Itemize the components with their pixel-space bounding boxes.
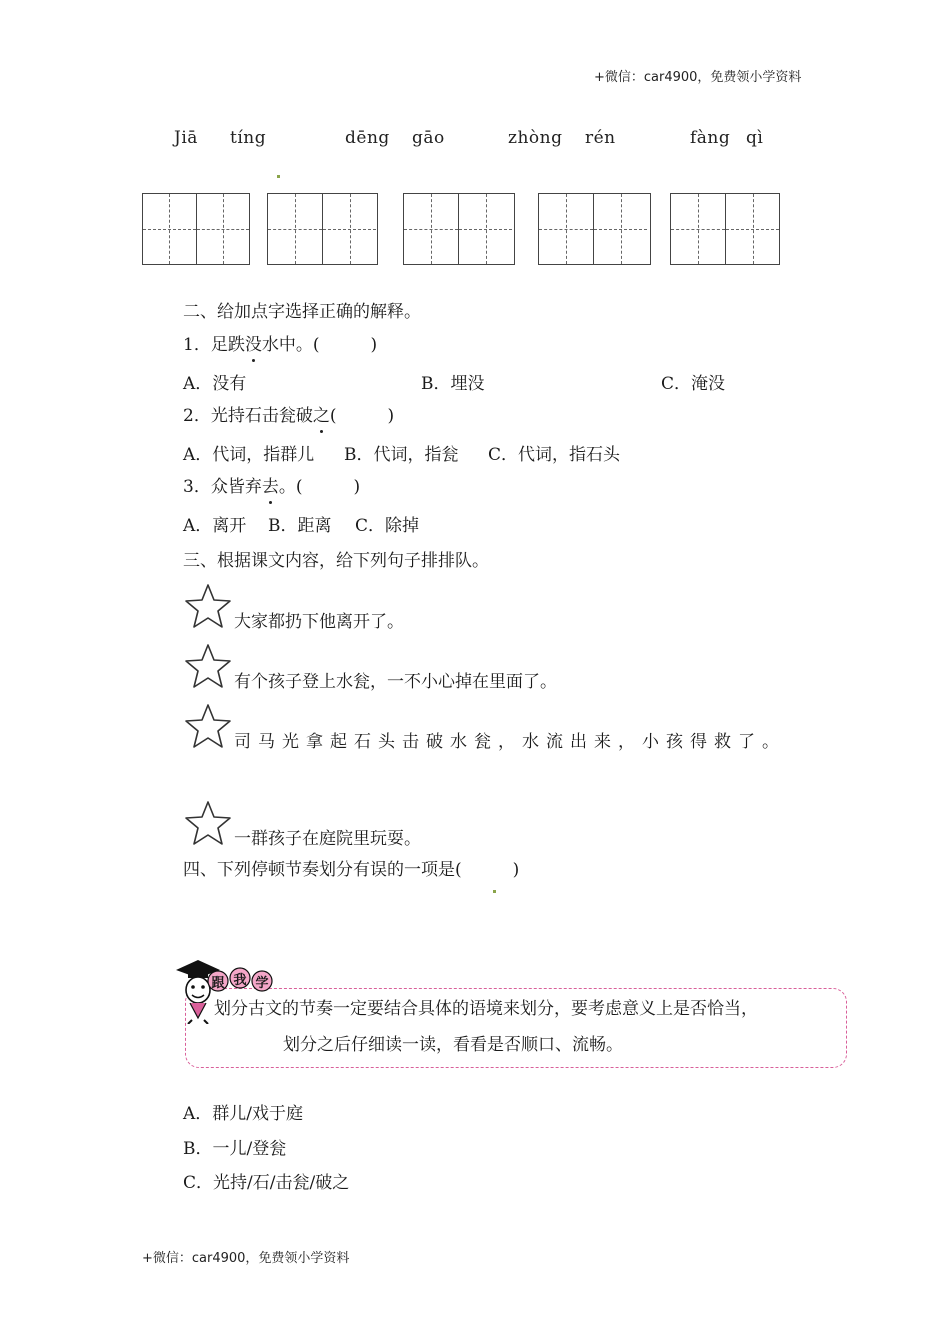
print-speck	[277, 175, 280, 178]
print-speck	[493, 890, 496, 893]
pinyin-gao: gāo	[412, 128, 445, 148]
footer-note: +微信：car4900，免费领小学资料	[142, 1251, 350, 1266]
badge-label: 跟	[211, 976, 225, 991]
star-icon[interactable]	[183, 702, 233, 750]
q2-item1-option-a[interactable]: A．没有	[183, 374, 247, 394]
q3-sentence-1: 大家都扔下他离开了。	[234, 612, 404, 632]
grid-cell	[143, 194, 196, 264]
q2-item3-option-b[interactable]: B．距离	[268, 516, 332, 536]
header-note: +微信：car4900，免费领小学资料	[594, 70, 802, 85]
grid-cell	[404, 194, 458, 264]
q4-option-c[interactable]: C．光持/石/击瓮/破之	[183, 1173, 350, 1193]
q2-item1-stem	[183, 334, 377, 356]
dotted-char: 没	[244, 335, 262, 355]
q3-sentence-4: 一群孩子在庭院里玩耍。	[234, 829, 421, 849]
tip-badge-1	[207, 970, 229, 992]
stem-text: 水中。( )	[261, 335, 378, 355]
stem-text: 2．光持石击瓮破	[183, 406, 313, 426]
q2-item2-option-c[interactable]: C．代词，指石头	[488, 445, 621, 465]
q2-item3-option-a[interactable]: A．离开	[183, 516, 247, 536]
star-icon[interactable]	[183, 799, 233, 847]
grid-cell	[593, 194, 647, 264]
badge-label: 学	[255, 976, 269, 991]
q2-item2-stem	[183, 405, 394, 427]
q2-item2-option-a[interactable]: A．代词，指群儿	[183, 445, 315, 465]
tip-badge-3	[251, 970, 273, 992]
badge-label: 我	[233, 973, 247, 988]
stem-text: ( )	[329, 406, 395, 426]
grid-cell	[725, 194, 779, 264]
pinyin-ren: rén	[585, 128, 616, 148]
dotted-char: 之	[312, 406, 330, 426]
q4-option-a[interactable]: A．群儿/戏于庭	[183, 1104, 304, 1124]
q3-sentence-2: 有个孩子登上水瓮，一不小心掉在里面了。	[234, 672, 557, 692]
q3-title: 三、根据课文内容，给下列句子排排队。	[183, 551, 489, 571]
q2-title: 二、给加点字选择正确的解释。	[183, 302, 421, 322]
grid-cell	[539, 194, 593, 264]
star-icon[interactable]	[183, 582, 233, 630]
q3-sentence-3: 司马光拿起石头击破水瓮，水流出来，小孩得救了。	[234, 732, 786, 752]
stem-text: 。( )	[278, 477, 361, 497]
pinyin-deng: dēng	[345, 128, 390, 148]
dotted-char: 去	[261, 477, 279, 497]
pinyin-jia: Jiā	[174, 128, 198, 148]
q4-option-b[interactable]: B．一儿/登瓮	[183, 1139, 287, 1159]
writing-grid-denggao[interactable]	[267, 193, 378, 265]
tip-line-2: 划分之后仔细读一读，看看是否顺口、流畅。	[283, 1035, 623, 1055]
grid-cell	[458, 194, 512, 264]
q2-item3-option-c[interactable]: C．除掉	[355, 516, 420, 536]
star-icon[interactable]	[183, 642, 233, 690]
pinyin-fang: fàng	[690, 128, 731, 148]
q2-item1-option-b[interactable]: B．埋没	[421, 374, 485, 394]
pinyin-ting: tíng	[230, 128, 267, 148]
writing-grid-fangqi-1[interactable]	[538, 193, 651, 265]
q2-item3-stem	[183, 476, 360, 498]
q4-title: 四、下列停顿节奏划分有误的一项是( )	[183, 860, 520, 880]
stem-text: 3．众皆弃	[183, 477, 262, 497]
writing-grid-zhongren[interactable]	[403, 193, 515, 265]
grid-cell	[322, 194, 376, 264]
grid-cell	[268, 194, 322, 264]
tip-badge-2	[229, 967, 251, 989]
writing-grid-jiating[interactable]	[142, 193, 250, 265]
q2-item2-option-b[interactable]: B．代词，指瓮	[344, 445, 459, 465]
q2-item1-option-c[interactable]: C．淹没	[661, 374, 726, 394]
pinyin-qi: qì	[746, 128, 764, 148]
grid-cell	[196, 194, 249, 264]
tip-line-1: 划分古文的节奏一定要结合具体的语境来划分，要考虑意义上是否恰当，	[214, 999, 758, 1019]
stem-text: 1．足跌	[183, 335, 245, 355]
grid-cell	[671, 194, 725, 264]
pinyin-zhong: zhòng	[508, 128, 563, 148]
writing-grid-fangqi-2[interactable]	[670, 193, 780, 265]
